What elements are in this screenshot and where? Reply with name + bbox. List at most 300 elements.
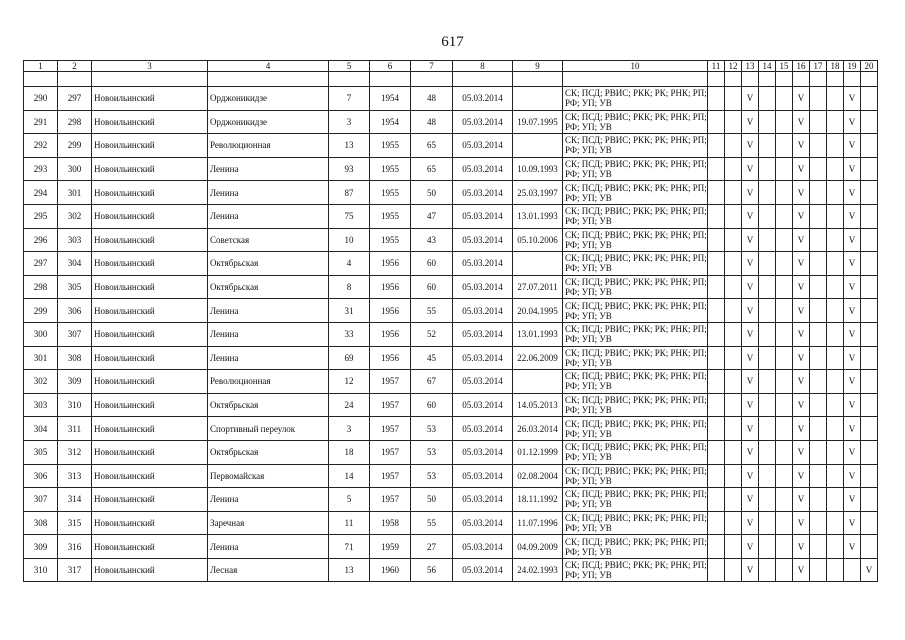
cell-col-9: 10.09.1993 [513,157,563,181]
cell-col-1: 297 [24,252,58,276]
cell-col-6: 1957 [370,393,411,417]
cell-col-19: V [844,370,861,394]
cell-col-1: 303 [24,393,58,417]
cell-col-5: 71 [329,535,370,559]
cell-col-6: 1960 [370,558,411,582]
cell-col-14 [759,157,776,181]
cell-col-13: V [742,488,759,512]
cell-col-5: 33 [329,322,370,346]
cell-col-15 [776,535,793,559]
cell-col-5: 13 [329,558,370,582]
cell-col-2: 311 [58,417,92,441]
cell-col-3: Новоильинский [92,275,208,299]
cell-col-12 [725,558,742,582]
table-row [24,299,878,323]
table-row [24,511,878,535]
spacer-cell [411,72,453,87]
cell-col-9 [513,134,563,158]
column-number-17: 17 [810,61,827,72]
cell-col-4: Ленина [208,204,329,228]
column-number-18: 18 [827,61,844,72]
cell-col-11 [708,488,725,512]
cell-col-8: 05.03.2014 [453,488,513,512]
cell-col-4: Октябрьская [208,252,329,276]
cell-col-7: 53 [411,464,453,488]
cell-col-19: V [844,228,861,252]
cell-col-4: Спортивный переулок [208,417,329,441]
cell-col-11 [708,204,725,228]
spacer-cell [708,72,725,87]
cell-col-2: 315 [58,511,92,535]
cell-col-19: V [844,511,861,535]
cell-col-11 [708,464,725,488]
table-row [24,87,878,111]
cell-col-16: V [793,488,810,512]
cell-col-14 [759,346,776,370]
cell-col-14 [759,252,776,276]
cell-col-10: СК; ПСД; РВИС; РКК; РК; РНК; РП; РФ; УП; УВ [563,464,708,488]
cell-col-1: 310 [24,558,58,582]
table-row [24,440,878,464]
cell-col-1: 307 [24,488,58,512]
cell-col-14 [759,393,776,417]
cell-col-12 [725,511,742,535]
column-number-12: 12 [725,61,742,72]
cell-col-12 [725,417,742,441]
cell-col-4: Октябрьская [208,275,329,299]
cell-col-17 [810,440,827,464]
spacer-row [24,72,878,87]
spacer-cell [742,72,759,87]
cell-col-10: СК; ПСД; РВИС; РКК; РК; РНК; РП; РФ; УП; УВ [563,393,708,417]
cell-col-17 [810,322,827,346]
cell-col-4: Ленина [208,181,329,205]
cell-col-16: V [793,204,810,228]
cell-col-5: 7 [329,87,370,111]
cell-col-2: 306 [58,299,92,323]
cell-col-9: 14.05.2013 [513,393,563,417]
cell-col-14 [759,204,776,228]
cell-col-13: V [742,535,759,559]
cell-col-3: Новоильинский [92,370,208,394]
cell-col-7: 50 [411,181,453,205]
cell-col-9: 13.01.1993 [513,204,563,228]
cell-col-10: СК; ПСД; РВИС; РКК; РК; РНК; РП; РФ; УП; УВ [563,322,708,346]
cell-col-10: СК; ПСД; РВИС; РКК; РК; РНК; РП; РФ; УП; УВ [563,110,708,134]
cell-col-10: СК; ПСД; РВИС; РКК; РК; РНК; РП; РФ; УП; УВ [563,558,708,582]
cell-col-8: 05.03.2014 [453,440,513,464]
cell-col-17 [810,417,827,441]
cell-col-1: 309 [24,535,58,559]
cell-col-20 [861,393,878,417]
column-number-20: 20 [861,61,878,72]
cell-col-15 [776,157,793,181]
cell-col-13: V [742,299,759,323]
cell-col-4: Октябрьская [208,393,329,417]
cell-col-18 [827,87,844,111]
cell-col-7: 60 [411,252,453,276]
cell-col-12 [725,488,742,512]
spacer-cell [329,72,370,87]
cell-col-20 [861,134,878,158]
column-number-13: 13 [742,61,759,72]
cell-col-13: V [742,464,759,488]
cell-col-12 [725,181,742,205]
cell-col-17 [810,204,827,228]
cell-col-16: V [793,87,810,111]
cell-col-4: Ленина [208,346,329,370]
cell-col-4: Ленина [208,299,329,323]
cell-col-10: СК; ПСД; РВИС; РКК; РК; РНК; РП; РФ; УП; УВ [563,275,708,299]
cell-col-14 [759,134,776,158]
cell-col-1: 306 [24,464,58,488]
cell-col-10: СК; ПСД; РВИС; РКК; РК; РНК; РП; РФ; УП; УВ [563,370,708,394]
cell-col-18 [827,204,844,228]
cell-col-2: 307 [58,322,92,346]
cell-col-16: V [793,157,810,181]
cell-col-16: V [793,558,810,582]
cell-col-3: Новоильинский [92,535,208,559]
page-number: 617 [441,34,464,50]
cell-col-2: 298 [58,110,92,134]
cell-col-18 [827,370,844,394]
cell-col-6: 1957 [370,417,411,441]
cell-col-14 [759,511,776,535]
cell-col-11 [708,299,725,323]
cell-col-20 [861,252,878,276]
cell-col-2: 297 [58,87,92,111]
cell-col-18 [827,110,844,134]
cell-col-11 [708,134,725,158]
cell-col-20 [861,157,878,181]
cell-col-5: 12 [329,370,370,394]
cell-col-11 [708,558,725,582]
cell-col-2: 317 [58,558,92,582]
cell-col-1: 296 [24,228,58,252]
cell-col-6: 1955 [370,157,411,181]
cell-col-9: 27.07.2011 [513,275,563,299]
cell-col-9: 22.06.2009 [513,346,563,370]
cell-col-18 [827,228,844,252]
cell-col-4: Орджоникидзе [208,87,329,111]
cell-col-18 [827,535,844,559]
cell-col-20 [861,228,878,252]
cell-col-10: СК; ПСД; РВИС; РКК; РК; РНК; РП; РФ; УП; УВ [563,252,708,276]
cell-col-9: 25.03.1997 [513,181,563,205]
cell-col-8: 05.03.2014 [453,370,513,394]
cell-col-3: Новоильинский [92,346,208,370]
column-number-1: 1 [24,61,58,72]
cell-col-16: V [793,181,810,205]
cell-col-18 [827,511,844,535]
cell-col-17 [810,346,827,370]
cell-col-15 [776,204,793,228]
cell-col-9 [513,370,563,394]
cell-col-6: 1955 [370,228,411,252]
cell-col-14 [759,464,776,488]
cell-col-12 [725,370,742,394]
cell-col-5: 93 [329,157,370,181]
cell-col-19: V [844,204,861,228]
cell-col-2: 312 [58,440,92,464]
spacer-cell [776,72,793,87]
cell-col-7: 27 [411,535,453,559]
cell-col-8: 05.03.2014 [453,181,513,205]
cell-col-1: 304 [24,417,58,441]
cell-col-20 [861,87,878,111]
cell-col-10: СК; ПСД; РВИС; РКК; РК; РНК; РП; РФ; УП; УВ [563,204,708,228]
table-row [24,204,878,228]
cell-col-4: Советская [208,228,329,252]
cell-col-17 [810,181,827,205]
cell-col-10: СК; ПСД; РВИС; РКК; РК; РНК; РП; РФ; УП; УВ [563,535,708,559]
cell-col-19: V [844,181,861,205]
cell-col-4: Октябрьская [208,440,329,464]
cell-col-7: 65 [411,157,453,181]
cell-col-9: 26.03.2014 [513,417,563,441]
cell-col-10: СК; ПСД; РВИС; РКК; РК; РНК; РП; РФ; УП; УВ [563,181,708,205]
cell-col-20 [861,535,878,559]
cell-col-6: 1958 [370,511,411,535]
cell-col-8: 05.03.2014 [453,157,513,181]
cell-col-2: 301 [58,181,92,205]
table-row [24,157,878,181]
cell-col-14 [759,228,776,252]
cell-col-15 [776,440,793,464]
cell-col-10: СК; ПСД; РВИС; РКК; РК; РНК; РП; РФ; УП; УВ [563,346,708,370]
cell-col-8: 05.03.2014 [453,87,513,111]
cell-col-5: 87 [329,181,370,205]
table-row [24,393,878,417]
cell-col-10: СК; ПСД; РВИС; РКК; РК; РНК; РП; РФ; УП; УВ [563,87,708,111]
cell-col-1: 301 [24,346,58,370]
cell-col-11 [708,511,725,535]
cell-col-14 [759,558,776,582]
cell-col-19: V [844,488,861,512]
table-row [24,228,878,252]
table-row [24,275,878,299]
cell-col-1: 300 [24,322,58,346]
cell-col-4: Ленина [208,322,329,346]
cell-col-6: 1956 [370,275,411,299]
cell-col-3: Новоильинский [92,558,208,582]
cell-col-6: 1954 [370,110,411,134]
column-number-9: 9 [513,61,563,72]
cell-col-11 [708,228,725,252]
spacer-cell [759,72,776,87]
cell-col-9: 19.07.1995 [513,110,563,134]
cell-col-5: 18 [329,440,370,464]
cell-col-18 [827,346,844,370]
cell-col-11 [708,322,725,346]
cell-col-11 [708,181,725,205]
cell-col-16: V [793,440,810,464]
cell-col-11 [708,370,725,394]
cell-col-6: 1955 [370,134,411,158]
cell-col-18 [827,417,844,441]
cell-col-3: Новоильинский [92,488,208,512]
cell-col-8: 05.03.2014 [453,299,513,323]
spacer-cell [58,72,92,87]
cell-col-8: 05.03.2014 [453,417,513,441]
table-row [24,252,878,276]
cell-col-13: V [742,110,759,134]
cell-col-9: 02.08.2004 [513,464,563,488]
cell-col-15 [776,417,793,441]
cell-col-1: 308 [24,511,58,535]
cell-col-9: 24.02.1993 [513,558,563,582]
cell-col-15 [776,511,793,535]
cell-col-3: Новоильинский [92,134,208,158]
column-number-11: 11 [708,61,725,72]
cell-col-14 [759,535,776,559]
cell-col-15 [776,558,793,582]
cell-col-4: Орджоникидзе [208,110,329,134]
spacer-cell [861,72,878,87]
column-number-15: 15 [776,61,793,72]
cell-col-18 [827,464,844,488]
cell-col-15 [776,110,793,134]
cell-col-19: V [844,393,861,417]
column-number-4: 4 [208,61,329,72]
cell-col-1: 302 [24,370,58,394]
cell-col-17 [810,488,827,512]
cell-col-17 [810,370,827,394]
cell-col-16: V [793,110,810,134]
cell-col-8: 05.03.2014 [453,275,513,299]
column-number-5: 5 [329,61,370,72]
cell-col-13: V [742,87,759,111]
cell-col-20 [861,370,878,394]
cell-col-7: 47 [411,204,453,228]
cell-col-13: V [742,181,759,205]
cell-col-3: Новоильинский [92,181,208,205]
register-table [23,60,878,582]
cell-col-18 [827,393,844,417]
cell-col-6: 1956 [370,252,411,276]
cell-col-15 [776,134,793,158]
cell-col-7: 55 [411,511,453,535]
cell-col-3: Новоильинский [92,393,208,417]
cell-col-13: V [742,322,759,346]
cell-col-11 [708,535,725,559]
cell-col-8: 05.03.2014 [453,204,513,228]
cell-col-3: Новоильинский [92,299,208,323]
cell-col-6: 1955 [370,181,411,205]
cell-col-1: 290 [24,87,58,111]
cell-col-14 [759,370,776,394]
cell-col-13: V [742,393,759,417]
cell-col-7: 45 [411,346,453,370]
spacer-cell [844,72,861,87]
cell-col-14 [759,322,776,346]
cell-col-10: СК; ПСД; РВИС; РКК; РК; РНК; РП; РФ; УП; УВ [563,488,708,512]
cell-col-10: СК; ПСД; РВИС; РКК; РК; РНК; РП; РФ; УП; УВ [563,299,708,323]
cell-col-13: V [742,558,759,582]
column-number-16: 16 [793,61,810,72]
cell-col-16: V [793,511,810,535]
cell-col-4: Ленина [208,535,329,559]
cell-col-9: 05.10.2006 [513,228,563,252]
cell-col-14 [759,181,776,205]
cell-col-20 [861,110,878,134]
cell-col-2: 299 [58,134,92,158]
cell-col-13: V [742,134,759,158]
cell-col-20: V [861,558,878,582]
cell-col-12 [725,464,742,488]
cell-col-7: 55 [411,299,453,323]
cell-col-19: V [844,252,861,276]
cell-col-6: 1957 [370,464,411,488]
cell-col-14 [759,87,776,111]
cell-col-2: 316 [58,535,92,559]
cell-col-20 [861,511,878,535]
cell-col-9: 20.04.1995 [513,299,563,323]
cell-col-17 [810,252,827,276]
table-row [24,322,878,346]
cell-col-5: 4 [329,252,370,276]
column-number-14: 14 [759,61,776,72]
cell-col-14 [759,299,776,323]
cell-col-4: Революционная [208,370,329,394]
cell-col-5: 14 [329,464,370,488]
cell-col-6: 1956 [370,322,411,346]
cell-col-5: 69 [329,346,370,370]
cell-col-4: Ленина [208,157,329,181]
cell-col-7: 65 [411,134,453,158]
cell-col-20 [861,464,878,488]
cell-col-15 [776,322,793,346]
cell-col-17 [810,157,827,181]
cell-col-8: 05.03.2014 [453,393,513,417]
cell-col-11 [708,275,725,299]
cell-col-12 [725,204,742,228]
table-row [24,535,878,559]
cell-col-10: СК; ПСД; РВИС; РКК; РК; РНК; РП; РФ; УП; УВ [563,228,708,252]
table-row [24,110,878,134]
cell-col-15 [776,393,793,417]
cell-col-9: 18.11.1992 [513,488,563,512]
cell-col-15 [776,299,793,323]
cell-col-18 [827,558,844,582]
column-number-7: 7 [411,61,453,72]
cell-col-16: V [793,464,810,488]
table-row [24,488,878,512]
cell-col-8: 05.03.2014 [453,322,513,346]
cell-col-13: V [742,440,759,464]
cell-col-19: V [844,275,861,299]
cell-col-8: 05.03.2014 [453,464,513,488]
cell-col-13: V [742,228,759,252]
cell-col-5: 24 [329,393,370,417]
cell-col-1: 293 [24,157,58,181]
cell-col-1: 298 [24,275,58,299]
cell-col-11 [708,110,725,134]
spacer-cell [725,72,742,87]
cell-col-16: V [793,228,810,252]
cell-col-14 [759,488,776,512]
column-number-8: 8 [453,61,513,72]
cell-col-5: 31 [329,299,370,323]
cell-col-15 [776,370,793,394]
cell-col-15 [776,275,793,299]
spacer-cell [370,72,411,87]
cell-col-11 [708,346,725,370]
cell-col-9: 04.09.2009 [513,535,563,559]
cell-col-4: Революционная [208,134,329,158]
cell-col-8: 05.03.2014 [453,346,513,370]
cell-col-9: 01.12.1999 [513,440,563,464]
